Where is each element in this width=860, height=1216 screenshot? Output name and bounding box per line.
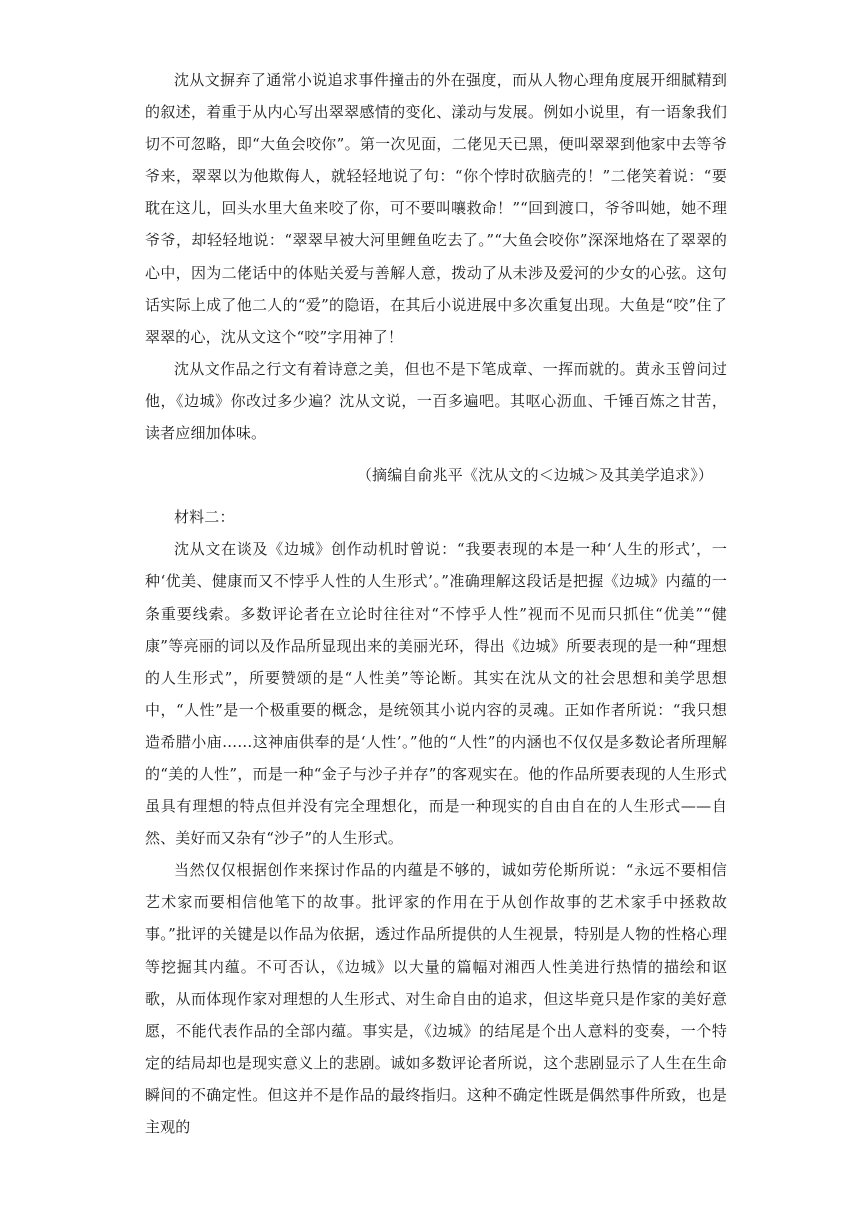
document-page [145,64,727,1143]
paragraph-1: 沈从文摒弃了通常小说追求事件撞击的外在强度，而从人物心理角度展开细腻精到的叙述，着重于从内心写出翠翠感情的变化、漾动与发展。例如小说里，有一语象我们切不可忽略，即“大鱼会咬你”。第一次见面，二佬见天已黑，便叫翠翠到他家中去等爷爷来，翠翠以为他欺侮人，就轻轻地说了句：“你个悖时砍脑壳的！”二佬笑着说：“要耽在这儿，回头水里大鱼来咬了你，可不要叫嚷救命！”“回到渡口，爷爷叫她，她不理爷爷，却轻轻地说：“翠翠早被大河里鲤鱼吃去了。”“大鱼会咬你”深深地烙在了翠翠的心中，因为二佬话中的体贴关爱与善解人意，拨动了从未涉及爱河的少女的心弦。这句话实际上成了他二人的“爱”的隐语，在其后小说进展中多次重复出现。大鱼是“咬”住了翠翠的心，沈从文这个“咬”字用神了！ [145,71,727,346]
source-citation: （摘编自俞兆平《沈从文的＜边城＞及其美学追求》） [356,466,713,485]
paragraph-4: 当然仅仅根据创作来探讨作品的内蕴是不够的，诚如劳伦斯所说：“永远不要相信艺术家而要相信他笔下的故事。批评家的作用在于从创作故事的艺术家手中拯救故事。”批评的关键是以作品为依据，透过作品所提供的人生视景，特别是人物的性格心理等挖掘其内蕴。不可否认，《边城》以大量的篇幅对湘西人性美进行热情的描绘和讴歌，从而体现作家对理想的人生形式、对生命自由的追求，但这毕竟只是作家的美好意愿，不能代表作品的全部内蕴。事实是，《边城》的结尾是个出人意料的变奏，一个特定的结局却也是现实意义上的悲剧。诚如多数评论者所说，这个悲剧显示了人生在生命瞬间的不确定性。但这并不是作品的最终指归。这种不确定性既是偶然事件所致，也是主观的 [145,861,727,1136]
paragraph-3: 沈从文在谈及《边城》创作动机时曾说：“我要表现的本是一种‘人生的形式’，一种‘优美、健康而又不悖乎人性的人生形式’。”准确理解这段话是把握《边城》内蕴的一条重要线索。多数评论者在立论时往往对“不悖乎人性”视而不见而只抓住“优美”“健康”等亮丽的词以及作品所显现出来的美丽光环，得出《边城》所要表现的是一种“理想的人生形式”，所要赞颂的是“人性美”等论断。其实在沈从文的社会思想和美学思想中，“人性”是一个极重要的概念，是统领其小说内容的灵魂。正如作者所说：“我只想造希腊小庙……这神庙供奉的是‘人性’。”他的“人性”的内涵也不仅仅是多数论者所理解的“美的人性”，而是一种“金子与沙子并存”的客观实在。他的作品所要表现的人生形式虽具有理想的特点但并没有完全理想化，而是一种现实的自由自在的人生形式——自然、美好而又杂有“沙子”的人生形式。 [145,540,727,848]
paragraph-2: 沈从文作品之行文有着诗意之美，但也不是下笔成章、一挥而就的。黄永玉曾问过他，《边城》你改过多少遍？沈从文说，一百多遍吧。其呕心沥血、千锤百炼之甘苦，读者应细加体味。 [145,359,727,443]
spacer [145,491,727,501]
spacer [145,449,727,459]
section-label-material-2: 材料二： [174,508,235,527]
